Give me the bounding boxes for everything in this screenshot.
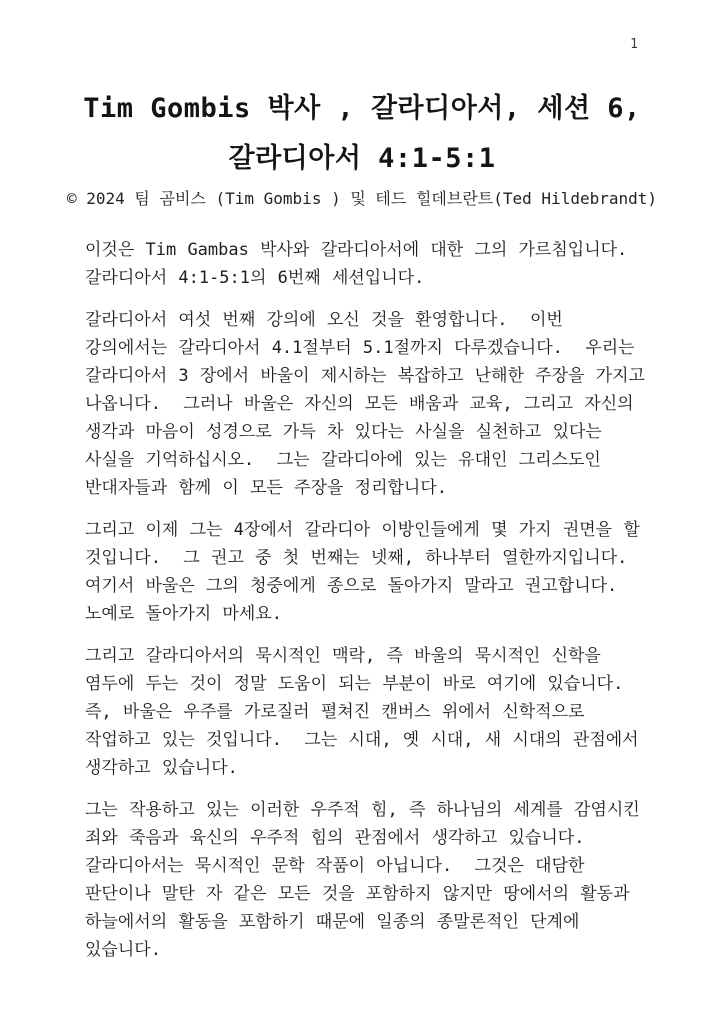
paragraph-exhortations: 그리고 이제 그는 4장에서 갈라디아 이방인들에게 몇 가지 권면을 할 것입니다. 그 권고 중 첫 번째는 넷째, 하나부터 열한까지입니다. 여기서 바울은 그의 청중에게 종으로 돌아가지 말라고 권고합니다. 노예로 돌아가지 마세요. <box>85 520 651 624</box>
paragraph-welcome: 갈라디아서 여섯 번째 강의에 오신 것을 환영합니다. 이번 강의에서는 갈라디아서 4.1절부터 5.1절까지 다루겠습니다. 우리는 갈라디아서 3 장에서 바울이 제시하는 복잡하고 난해한 주장을 가지고 나옵니다. 그러나 바울은 자신의 모든 배움과 교육, 그리고 자신의 생각과 마음이 성경으로 가득 차 있다는 사실을 실천하고 있다는 사실을 기억하십시오. 그는 갈라디아에 있는 유대인 그리스도인 반대자들과 함께 이 모든 주장을 정리합니다. <box>85 310 657 498</box>
document-body <box>85 236 657 964</box>
copyright-line: © 2024 팀 곰비스 (Tim Gombis ) 및 테드 힐데브란트(Ted Hildebrandt) <box>66 189 658 208</box>
paragraph-intro: 이것은 Tim Gambas 박사와 갈라디아서에 대한 그의 가르침입니다. 갈라디아서 4:1-5:1의 6번째 세션입니다. <box>85 240 650 288</box>
document-title-line1: Tim Gombis 박사 , 갈라디아서, 세션 6, <box>83 93 641 124</box>
paragraph-cosmic-forces: 그는 작용하고 있는 이러한 우주적 힘, 즉 하나님의 세계를 감염시킨 죄와 죽음과 육신의 우주적 힘의 관점에서 생각하고 있습니다. 갈라디아서는 묵시적인 문학 작품이 아닙니다. 그것은 대담한 판단이나 말탄 자 같은 모든 것을 포함하지 않지만 땅에서의 활동과 하늘에서의 활동을 포함하기 때문에 일종의 종말론적인 단계에 있습니다. <box>85 800 651 960</box>
document-title <box>40 84 684 184</box>
paragraph-apocalyptic-context: 그리고 갈라디아서의 묵시적인 맥락, 즉 바울의 묵시적인 신학을 염두에 두는 것이 정말 도움이 되는 부분이 바로 여기에 있습니다. 즉, 바울은 우주를 가로질러 펼쳐진 캔버스 위에서 신학적으로 작업하고 있는 것입니다. 그는 시대, 옛 시대, 새 시대의 관점에서 생각하고 있습니다. <box>85 646 650 778</box>
page-number: 1 <box>630 37 638 52</box>
document-title-line2: 갈라디아서 4:1-5:1 <box>228 143 496 174</box>
